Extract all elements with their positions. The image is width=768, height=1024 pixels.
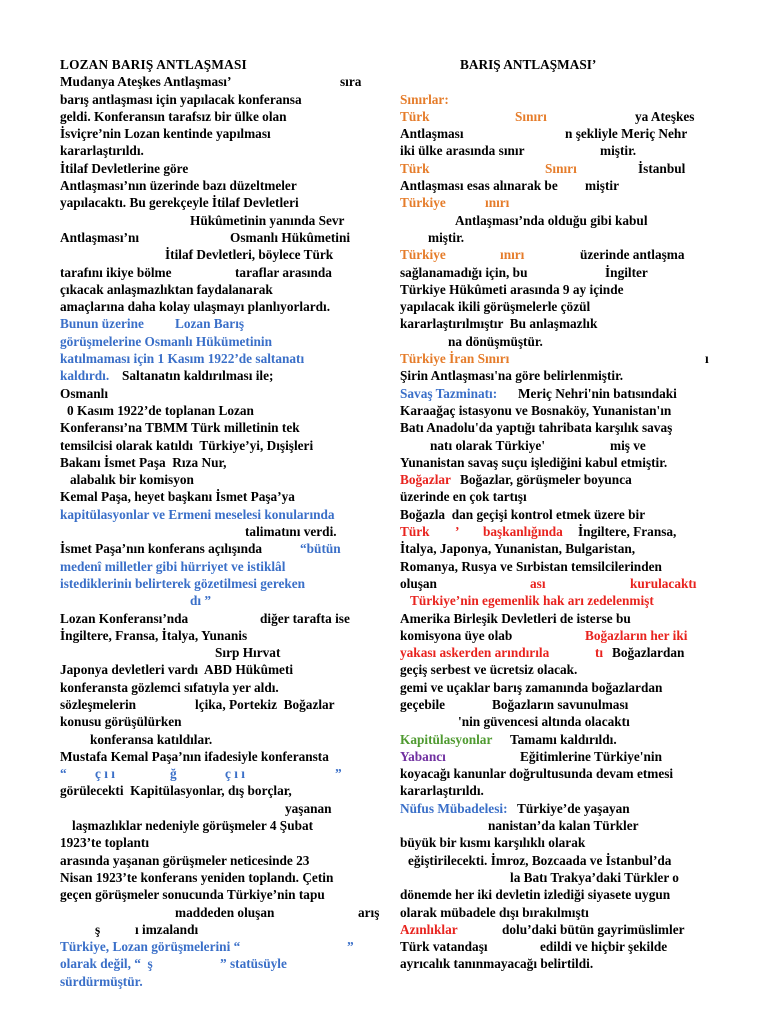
right-line-segment: ayrıcalık tanınmayacağı belirtildi. xyxy=(400,956,594,972)
left-line-segment: sıra xyxy=(340,74,362,90)
right-line xyxy=(400,748,740,765)
right-line-segment: ’ xyxy=(455,524,460,540)
right-line-segment: Boğazla dan geçişi kontrol etmek üzere bir xyxy=(400,506,646,522)
left-line xyxy=(60,610,390,627)
left-line xyxy=(60,696,390,713)
left-line-segment: İtilaf Devletlerine göre xyxy=(60,160,189,176)
left-line-segment: Lozan Barış xyxy=(175,316,245,332)
left-line xyxy=(60,402,390,419)
left-line xyxy=(60,350,390,367)
left-line-segment: Osmanlı xyxy=(60,385,109,401)
left-line-segment: dı ” xyxy=(190,593,212,609)
right-line xyxy=(400,229,740,246)
right-line-segment: la Batı Trakya’daki Türkler o xyxy=(510,869,679,885)
right-line-segment: ınırı xyxy=(500,247,525,263)
right-line xyxy=(400,350,740,367)
right-line-segment: Eğitimlerine Türkiye'nin xyxy=(520,748,662,764)
right-line xyxy=(400,765,740,782)
left-line-segment: temsilcisi olarak katıldı Türkiye’yi, Dışişleri xyxy=(60,437,314,453)
right-line-segment: na dönüşmüştür. xyxy=(448,333,543,349)
left-line-segment: İsviçre’nin Lozan kentinde yapılması xyxy=(60,126,271,142)
right-line xyxy=(400,731,740,748)
right-line xyxy=(400,800,740,817)
right-line xyxy=(400,471,740,488)
right-line-segment: Karaağaç istasyonu ve Bosnaköy, Yunanistan'ın xyxy=(400,402,672,418)
right-line-segment: sağlanamadığı için, bu xyxy=(400,264,528,280)
left-line xyxy=(60,194,390,211)
left-line xyxy=(60,281,390,298)
right-line-segment: ı xyxy=(705,351,709,367)
right-line xyxy=(400,437,740,454)
right-line xyxy=(400,713,740,730)
right-line-segment: Boğazlar, görüşmeler boyunca xyxy=(460,472,632,488)
left-line-segment: sürdürmüştür. xyxy=(60,973,143,989)
right-line xyxy=(400,696,740,713)
left-line-segment: Bakanı İsmet Paşa Rıza Nur, xyxy=(60,454,227,470)
right-line-segment: Antlaşması’nda olduğu gibi kabul xyxy=(455,212,648,228)
right-line-segment: Sınırı xyxy=(545,160,577,176)
right-line xyxy=(400,402,740,419)
left-line xyxy=(60,125,390,142)
right-line-segment: miştir. xyxy=(600,143,637,159)
left-line-segment: geldi. Konferansın tarafsız bir ülke olan xyxy=(60,108,287,124)
left-line xyxy=(60,869,390,886)
right-line-segment: yapılacak ikili görüşmelerle çözül xyxy=(400,299,591,315)
right-line-segment: Türk xyxy=(400,160,430,176)
left-line xyxy=(60,973,390,990)
right-line xyxy=(400,610,740,627)
right-line-segment: natı olarak Türkiye' xyxy=(430,437,546,453)
left-line-segment: tarafını ikiye bölme xyxy=(60,264,172,280)
left-line xyxy=(60,661,390,678)
right-line-segment: gemi ve uçaklar barış zamanında boğazlardan xyxy=(400,679,663,695)
left-line-segment: görüşmelerine Osmanlı Hükümetinin xyxy=(60,333,273,349)
left-line-segment: Nisan 1923’te konferans yeniden toplandı. Çetin xyxy=(60,869,334,885)
right-line-segment: üzerinde antlaşma xyxy=(580,247,685,263)
left-line xyxy=(60,817,390,834)
right-line-segment: başkanlığında xyxy=(483,524,563,540)
left-line-segment: ğ xyxy=(170,766,177,782)
left-line-segment: ı imzalandı xyxy=(135,921,199,937)
right-line-segment: tı xyxy=(595,645,604,661)
left-line xyxy=(60,488,390,505)
right-line xyxy=(400,679,740,696)
right-line-segment: Yabancı xyxy=(400,748,446,764)
right-line-segment: ya Ateşkes xyxy=(635,108,695,124)
left-line-segment: taraflar arasında xyxy=(235,264,332,280)
right-line-segment: İstanbul xyxy=(638,160,686,176)
right-line-segment: n şekliyle Meriç Nehr xyxy=(565,126,688,142)
right-line xyxy=(400,575,740,592)
right-line xyxy=(400,264,740,281)
right-line-segment: geçiş serbest ve ücretsiz olacak. xyxy=(400,662,578,678)
left-line-segment: alabalık bir komisyon xyxy=(70,472,194,488)
left-line-segment: ” statüsüyle xyxy=(220,956,287,972)
right-line-segment: İtalya, Japonya, Yunanistan, Bulgaristan, xyxy=(400,541,636,557)
left-line-segment: yapılacaktı. Bu gerekçeyle İtilaf Devletleri xyxy=(60,195,299,211)
left-line xyxy=(60,142,390,159)
right-line-segment: Türkiye xyxy=(400,195,446,211)
left-line-segment: arasında yaşanan görüşmeler neticesinde 23 xyxy=(60,852,310,868)
right-line xyxy=(400,921,740,938)
right-line xyxy=(400,886,740,903)
right-line-segment: Tamamı kaldırıldı. xyxy=(510,731,617,747)
left-line xyxy=(60,592,390,609)
right-line-segment: Batı Anadolu'da yaptığı tahribata karşılık savaş xyxy=(400,420,673,436)
left-line-segment: Osmanlı Hükûmetini xyxy=(230,229,351,245)
left-line-segment: talimatını verdi. xyxy=(245,524,337,540)
right-line-segment: olarak mübadele dışı bırakılmıştı xyxy=(400,904,589,920)
right-line-segment: Boğazların her iki xyxy=(585,627,688,643)
right-line xyxy=(400,281,740,298)
right-line xyxy=(400,540,740,557)
left-line-segment: laşmazlıklar nedeniyle görüşmeler 4 Şubat xyxy=(72,818,314,834)
right-line xyxy=(400,108,740,125)
left-line xyxy=(60,212,390,229)
right-line xyxy=(400,194,740,211)
right-line-segment: dolu’daki bütün gayrimüslimler xyxy=(502,921,685,937)
left-line xyxy=(60,921,390,938)
right-line-segment: İngilter xyxy=(605,264,648,280)
left-line-segment: ş xyxy=(95,921,101,937)
right-line xyxy=(400,661,740,678)
right-line-segment: Antlaşması esas alınarak be xyxy=(400,178,558,194)
left-line xyxy=(60,471,390,488)
left-line-segment: ç ı ı xyxy=(225,766,245,782)
left-line xyxy=(60,177,390,194)
right-line xyxy=(400,454,740,471)
right-line-segment: Türk vatandaşı xyxy=(400,939,488,955)
left-line xyxy=(60,540,390,557)
right-line-segment: kurulacaktı xyxy=(630,575,697,591)
left-line xyxy=(60,229,390,246)
left-line-segment: yaşanan xyxy=(285,800,332,816)
right-line-segment: Savaş Tazminatı: xyxy=(400,385,498,401)
left-line-segment: ” xyxy=(347,939,354,955)
right-line-segment: kararlaştırıldı. xyxy=(400,783,484,799)
left-line-segment: görülecekti Kapitülasyonlar, dış borçlar, xyxy=(60,783,292,799)
left-column xyxy=(60,56,390,990)
right-line-segment: Amerika Birleşik Devletleri de isterse bu xyxy=(400,610,631,626)
right-line-segment: ası xyxy=(530,575,546,591)
left-line xyxy=(60,160,390,177)
left-line xyxy=(60,731,390,748)
left-line xyxy=(60,782,390,799)
left-line xyxy=(60,713,390,730)
left-line-segment: “ xyxy=(60,766,67,782)
right-line xyxy=(400,315,740,332)
right-line-segment: miştir xyxy=(585,178,619,194)
right-line-segment: Sınırlar: xyxy=(400,91,449,107)
left-line xyxy=(60,333,390,350)
left-line-segment: konusu görüşülürken xyxy=(60,714,182,730)
right-line-segment: miş ve xyxy=(610,437,646,453)
left-line xyxy=(60,575,390,592)
left-line xyxy=(60,679,390,696)
left-line-segment: 1923’te toplantı xyxy=(60,835,150,851)
left-line-segment: kaldırdı. xyxy=(60,368,110,384)
left-line-segment: sözleşmelerin xyxy=(60,696,137,712)
left-line-segment: konferansa katıldılar. xyxy=(90,731,213,747)
left-line-segment: ç ı ı xyxy=(95,766,115,782)
right-line-segment: Boğazlardan xyxy=(612,645,685,661)
left-line xyxy=(60,800,390,817)
left-line-segment: Türkiye, Lozan görüşmelerini “ xyxy=(60,939,241,955)
right-line xyxy=(400,644,740,661)
left-line-segment: diğer tarafta ise xyxy=(260,610,350,626)
left-line-segment: barış antlaşması için yapılacak konferansa xyxy=(60,91,302,107)
left-line xyxy=(60,852,390,869)
right-line xyxy=(400,938,740,955)
left-title-text: LOZAN BARIŞ ANTLAŞMASI xyxy=(60,57,247,72)
left-line-segment: Saltanatın kaldırılması ile; xyxy=(122,368,274,384)
left-line-segment: Antlaşması’nın üzerinde bazı düzeltmeler xyxy=(60,178,297,194)
left-line xyxy=(60,73,390,90)
left-line xyxy=(60,765,390,782)
left-line xyxy=(60,523,390,540)
right-line xyxy=(400,955,740,972)
right-line-segment: iki ülke arasında sınır xyxy=(400,143,525,159)
left-line-segment: kapitülasyonlar ve Ermeni meselesi konularında xyxy=(60,506,335,522)
left-line-segment: lçika, Portekiz Boğazlar xyxy=(195,696,335,712)
left-line-segment: Sırp Hırvat xyxy=(215,645,281,661)
right-line xyxy=(400,177,740,194)
right-line-segment: Meriç Nehri'nin batısındaki xyxy=(518,385,677,401)
left-line xyxy=(60,938,390,955)
left-line-segment: “bütün xyxy=(300,541,341,557)
left-line xyxy=(60,419,390,436)
right-line-segment: Türkiye xyxy=(400,247,446,263)
left-line-segment: Lozan Konferansı’nda xyxy=(60,610,189,626)
right-line xyxy=(400,782,740,799)
right-line-segment: kararlaştırılmıştır Bu anlaşmazlık xyxy=(400,316,598,332)
left-line-segment: İsmet Paşa’nın konferans açılışında xyxy=(60,541,263,557)
left-line xyxy=(60,91,390,108)
right-line xyxy=(400,73,740,90)
left-line-segment: Mustafa Kemal Paşa’nın ifadesiyle konferansta xyxy=(60,748,329,764)
right-line-segment: koyacağı kanunlar doğrultusunda devam etmesi xyxy=(400,766,674,782)
right-column xyxy=(400,56,740,973)
right-line xyxy=(400,852,740,869)
left-line xyxy=(60,558,390,575)
right-line xyxy=(400,333,740,350)
right-line-segment: Türkiye’nin egemenlik hak arı zedelenmişt xyxy=(410,593,654,609)
left-line xyxy=(60,367,390,384)
left-line-segment: çıkacak anlaşmazlıktan faydalanarak xyxy=(60,281,273,297)
left-line xyxy=(60,627,390,644)
left-line xyxy=(60,904,390,921)
right-line xyxy=(400,488,740,505)
left-line-segment: ” xyxy=(335,766,342,782)
right-line xyxy=(400,904,740,921)
left-line xyxy=(60,246,390,263)
right-line-segment: eğiştirilecekti. İmroz, Bozcaada ve İstanbul’da xyxy=(408,852,672,868)
left-line xyxy=(60,644,390,661)
right-line xyxy=(400,125,740,142)
right-line-segment: ınırı xyxy=(485,195,510,211)
right-line-segment: dönemde her iki devletin izlediği siyasete uygun xyxy=(400,887,671,903)
left-line xyxy=(60,437,390,454)
right-line xyxy=(400,160,740,177)
left-line-segment: Antlaşması’nı xyxy=(60,229,140,245)
right-line-segment: Azınlıklar xyxy=(400,921,458,937)
left-line xyxy=(60,315,390,332)
right-line-segment: Kapitülasyonlar xyxy=(400,731,493,747)
right-line-segment: Türkiye’de yaşayan xyxy=(517,800,630,816)
left-line-segment: kararlaştırıldı. xyxy=(60,143,144,159)
right-line-segment: Türkiye Hükûmeti arasında 9 ay içinde xyxy=(400,281,624,297)
left-line-segment: istedikleriniı belirterek gözetilmesi gereken xyxy=(60,575,306,591)
right-line xyxy=(400,627,740,644)
right-line xyxy=(400,817,740,834)
right-line-segment: Türk xyxy=(400,524,430,540)
right-line-segment: büyük bir kısmı karşılıklı olarak xyxy=(400,835,586,851)
right-line xyxy=(400,592,740,609)
left-line-segment: maddeden oluşan xyxy=(175,904,275,920)
right-line-segment: üzerinde en çok tartışı xyxy=(400,489,527,505)
right-line-segment: 'nin güvencesi altında olacaktı xyxy=(458,714,630,730)
left-line-segment: olarak değil, “ ş xyxy=(60,956,153,972)
left-line xyxy=(60,264,390,281)
left-line xyxy=(60,955,390,972)
left-line xyxy=(60,834,390,851)
right-line-segment: Yunanistan savaş suçu işlediğini kabul etmiştir. xyxy=(400,454,668,470)
right-title-text: BARIŞ ANTLAŞMASI’ xyxy=(460,57,597,72)
left-line-segment: Hükûmetinin yanında Sevr xyxy=(190,212,345,228)
left-line-segment: amaçlarına daha kolay ulaşmayı planlıyorlardı. xyxy=(60,299,331,315)
right-line-segment: İngiltere, Fransa, xyxy=(578,524,677,540)
right-line-segment: edildi ve hiçbir şekilde xyxy=(540,939,668,955)
left-line-segment: medenî milletler gibi hürriyet ve istiklâl xyxy=(60,558,286,574)
left-line-segment: 0 Kasım 1922’de toplanan Lozan xyxy=(67,402,254,418)
right-line-segment: Boğazların savunulması xyxy=(492,696,629,712)
right-line xyxy=(400,558,740,575)
right-line-segment: oluşan xyxy=(400,575,437,591)
left-line xyxy=(60,298,390,315)
left-line-segment: İngiltere, Fransa, İtalya, Yunanis xyxy=(60,627,248,643)
right-line xyxy=(400,91,740,108)
right-line xyxy=(400,834,740,851)
right-line-segment: Sınırı xyxy=(515,108,547,124)
right-line xyxy=(400,419,740,436)
right-line xyxy=(400,298,740,315)
right-line-segment: miştir. xyxy=(428,229,465,245)
left-line xyxy=(60,506,390,523)
left-line-segment: Bunun üzerine xyxy=(60,316,144,332)
right-line-segment: geçebile xyxy=(400,696,446,712)
right-title xyxy=(400,56,740,73)
right-line-segment: Romanya, Rusya ve Sırbistan temsilcilerinden xyxy=(400,558,662,574)
left-line-segment: İtilaf Devletleri, böylece Türk xyxy=(165,247,334,263)
left-line xyxy=(60,886,390,903)
left-line xyxy=(60,454,390,471)
right-line-segment: Türkiye İran Sınırı xyxy=(400,351,510,367)
right-line xyxy=(400,506,740,523)
right-line-segment: yakası askerden arındırıla xyxy=(400,645,550,661)
left-line-segment: Konferansı’na TBMM Türk milletinin tek xyxy=(60,420,300,436)
right-line-segment: komisyona üye olab xyxy=(400,627,513,643)
right-line-segment: Türk xyxy=(400,108,430,124)
right-line xyxy=(400,367,740,384)
left-line-segment: Kemal Paşa, heyet başkanı İsmet Paşa’ya xyxy=(60,489,295,505)
right-line xyxy=(400,385,740,402)
left-line-segment: Mudanya Ateşkes Antlaşması’ xyxy=(60,74,232,90)
right-line-segment: Nüfus Mübadelesi: xyxy=(400,800,508,816)
right-line-segment: Antlaşması xyxy=(400,126,464,142)
left-line xyxy=(60,108,390,125)
right-line xyxy=(400,869,740,886)
left-line-segment: arış xyxy=(358,904,380,920)
left-line-segment: geçen görüşmeler sonucunda Türkiye’nin tapu xyxy=(60,887,325,903)
right-line xyxy=(400,523,740,540)
left-line xyxy=(60,748,390,765)
left-line-segment: konferansta gözlemci sıfatıyla yer aldı. xyxy=(60,679,279,695)
right-line-segment: nanistan’da kalan Türkler xyxy=(488,818,639,834)
right-line xyxy=(400,212,740,229)
right-line xyxy=(400,246,740,263)
right-line-segment: Şirin Antlaşması'na göre belirlenmiştir. xyxy=(400,368,624,384)
right-line-segment: Boğazlar xyxy=(400,472,451,488)
left-title xyxy=(60,56,390,73)
left-line-segment: Japonya devletleri vardı ABD Hükûmeti xyxy=(60,662,294,678)
right-line xyxy=(400,142,740,159)
left-line xyxy=(60,385,390,402)
left-line-segment: katılmaması için 1 Kasım 1922’de saltanatı xyxy=(60,351,305,367)
